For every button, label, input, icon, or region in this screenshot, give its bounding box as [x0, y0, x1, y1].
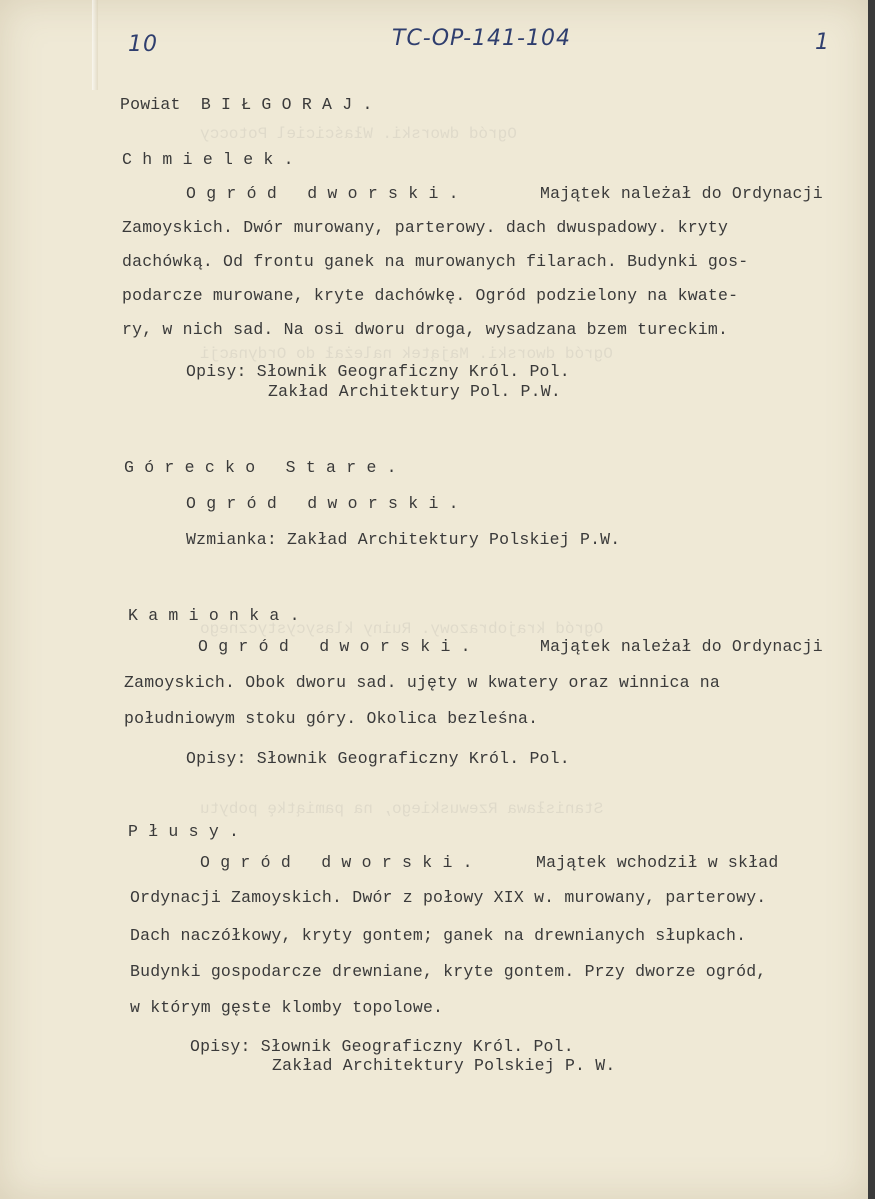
description-line: Majątek wchodził w skład	[536, 853, 779, 872]
bleed-through: Ogród krajobrazowy. Ruiny klasycystycznego	[200, 620, 604, 638]
garden-label: O g r ó d d w o r s k i .	[198, 637, 471, 656]
source-line: Opisy: Słownik Geograficzny Król. Pol.	[186, 362, 570, 381]
place-name: P ł u s y .	[128, 822, 240, 841]
source-line: Zakład Architektury Polskiej P. W.	[272, 1056, 616, 1075]
description-line: południowym stoku góry. Okolica bezleśna.	[124, 709, 539, 728]
garden-label: O g r ó d d w o r s k i .	[186, 184, 459, 203]
description-line: Dach naczółkowy, kryty gontem; ganek na drewnianych słupkach.	[130, 926, 747, 945]
description-line: Budynki gospodarcze drewniane, kryte gontem. Przy dworze ogród,	[130, 962, 767, 981]
place-name: C h m i e l e k .	[122, 150, 294, 169]
reference-code: TC-OP-141-104	[392, 26, 571, 51]
description-line: podarcze murowane, kryte dachówkę. Ogród podzielony na kwate-	[122, 286, 739, 305]
paper-fold	[92, 0, 98, 90]
bleed-through: Ogród dworski. Właściciel Potoccy	[200, 125, 517, 143]
page-number: 1	[815, 30, 830, 55]
description-line: w którym gęste klomby topolowe.	[130, 998, 444, 1017]
description-line: Zamoyskich. Dwór murowany, parterowy. dach dwuspadowy. kryty	[122, 218, 729, 237]
source-line: Wzmianka: Zakład Architektury Polskiej P.W.	[186, 530, 621, 549]
bleed-through: Ogród dworski. Majątek należał do Ordynacji	[200, 345, 613, 363]
description-line: ry, w nich sad. Na osi dworu droga, wysadzana bzem tureckim.	[122, 320, 729, 339]
description-line: Majątek należał do Ordynacji	[540, 184, 823, 203]
garden-label: O g r ó d d w o r s k i .	[186, 494, 459, 513]
source-line: Zakład Architektury Pol. P.W.	[268, 382, 561, 401]
source-line: Opisy: Słownik Geograficzny Król. Pol.	[186, 749, 570, 768]
handwritten-number: 10	[128, 32, 158, 57]
description-line: Ordynacji Zamoyskich. Dwór z połowy XIX w. murowany, parterowy.	[130, 888, 767, 907]
description-line: Majątek należał do Ordynacji	[540, 637, 823, 656]
place-name: K a m i o n k a .	[128, 606, 300, 625]
description-line: dachówką. Od frontu ganek na murowanych filarach. Budynki gos-	[122, 252, 749, 271]
source-line: Opisy: Słownik Geograficzny Król. Pol.	[190, 1037, 574, 1056]
description-line: Zamoyskich. Obok dworu sad. ujęty w kwatery oraz winnica na	[124, 673, 720, 692]
page-title: Powiat B I Ł G O R A J .	[120, 95, 373, 114]
place-name: G ó r e c k o S t a r e .	[124, 458, 397, 477]
garden-label: O g r ó d d w o r s k i .	[200, 853, 473, 872]
bleed-through: Stanisława Rzewuskiego, na pamiątkę pobytu	[200, 800, 604, 818]
